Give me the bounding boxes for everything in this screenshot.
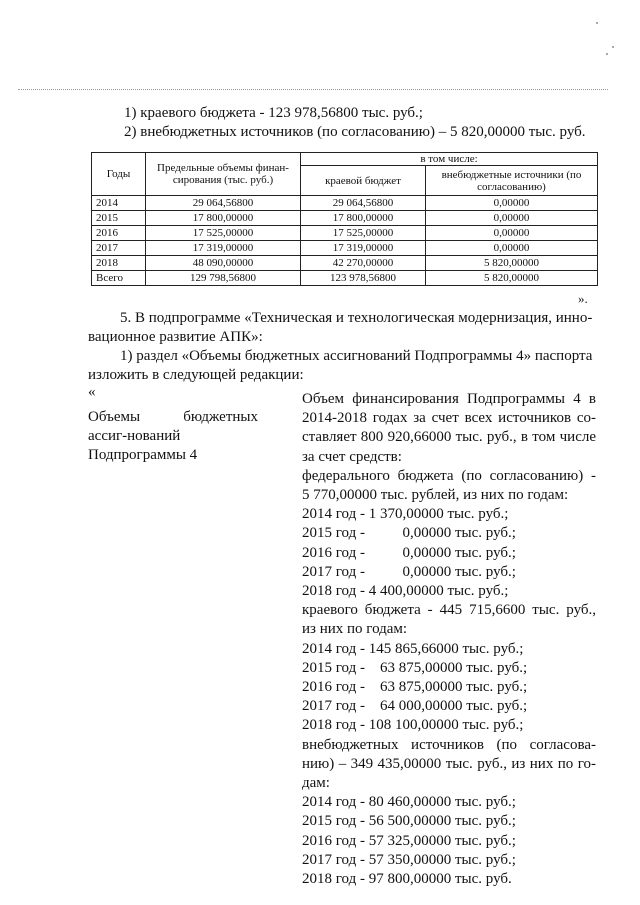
extra-heading-line: внебюджетных источников (по согласова- — [302, 736, 596, 753]
cell-regional: 42 270,00000 — [301, 256, 426, 271]
cell-year: 2018 — [92, 256, 146, 271]
federal-year-line: 2014 год - 1 370,00000 тыс. руб.; — [302, 506, 509, 523]
header-including: в том числе: — [301, 153, 598, 166]
header-total: Предельные объемы финан-сирования (тыс. руб.) — [146, 153, 301, 196]
extra-heading-line: дам: — [302, 775, 330, 792]
table-row-total — [92, 271, 598, 286]
scan-speck — [596, 22, 598, 24]
extra-year-line: 2018 год - 97 800,00000 тыс. руб. — [302, 871, 512, 888]
paragraph-5-line: вационное развитие АПК»: — [88, 329, 263, 345]
table-row — [92, 256, 598, 271]
passport-row-label: Объемы бюджетных ассиг-нований Подпрограммы 4 — [88, 409, 258, 463]
funding-intro-line: за счет средств: — [302, 448, 402, 465]
passport-row-value — [302, 390, 596, 889]
cell-year: 2016 — [92, 226, 146, 241]
scan-speck — [606, 53, 608, 55]
regional-year-line: 2016 год - 63 875,00000 тыс. руб.; — [302, 679, 528, 696]
opening-quote: « — [88, 384, 96, 400]
cell-total: 29 064,56800 — [146, 196, 301, 211]
federal-year-line: 2017 год - 0,00000 тыс. руб.; — [302, 563, 516, 580]
cell-total: 17 800,00000 — [146, 211, 301, 226]
federal-heading-line: 5 770,00000 тыс. рублей, из них по годам: — [302, 487, 569, 504]
extra-heading-line: нию) – 349 435,00000 тыс. руб., из них по го- — [302, 755, 596, 772]
paragraph-5-line: изложить в следующей редакции: — [88, 367, 304, 383]
budget-table — [91, 152, 598, 286]
regional-heading-line: из них по годам: — [302, 621, 408, 638]
scan-artifact-line — [18, 89, 608, 90]
cell-extra: 0,00000 — [426, 211, 598, 226]
cell-year: Всего — [92, 271, 146, 286]
extra-year-line: 2015 год - 56 500,00000 тыс. руб.; — [302, 813, 516, 830]
intro-line-extra: 2) внебюджетных источников (по согласованию) – 5 820,00000 тыс. руб. — [124, 124, 586, 140]
funding-intro-line: Объем финансирования Подпрограммы 4 в — [302, 391, 596, 407]
extra-year-line: 2016 год - 57 325,00000 тыс. руб.; — [302, 832, 516, 849]
cell-extra: 5 820,00000 — [426, 271, 598, 286]
federal-year-line: 2018 год - 4 400,00000 тыс. руб.; — [302, 583, 509, 600]
header-extra: внебюджетные источники (по согласованию) — [426, 166, 598, 196]
cell-regional: 17 800,00000 — [301, 211, 426, 226]
table-row — [92, 196, 598, 211]
cell-extra: 0,00000 — [426, 196, 598, 211]
extra-year-line: 2014 год - 80 460,00000 тыс. руб.; — [302, 794, 516, 811]
funding-intro-line: 2014-2018 годах за счет всех источников со- — [302, 410, 596, 427]
regional-year-line: 2018 год - 108 100,00000 тыс. руб.; — [302, 717, 524, 734]
regional-heading-line: краевого бюджета - 445 715,6600 тыс. руб., — [302, 602, 596, 619]
cell-extra: 0,00000 — [426, 241, 598, 256]
cell-year: 2017 — [92, 241, 146, 256]
cell-total: 17 319,00000 — [146, 241, 301, 256]
cell-regional: 17 525,00000 — [301, 226, 426, 241]
extra-year-line: 2017 год - 57 350,00000 тыс. руб.; — [302, 851, 516, 868]
header-regional: краевой бюджет — [301, 166, 426, 196]
paragraph-5-line: 5. В подпрограмме «Техническая и технологическая модернизация, инно- — [120, 310, 593, 326]
cell-total: 17 525,00000 — [146, 226, 301, 241]
cell-total: 48 090,00000 — [146, 256, 301, 271]
table-row — [92, 241, 598, 256]
cell-regional: 17 319,00000 — [301, 241, 426, 256]
cell-regional: 123 978,56800 — [301, 271, 426, 286]
federal-year-line: 2015 год - 0,00000 тыс. руб.; — [302, 525, 516, 542]
federal-heading-line: федерального бюджета (по согласованию) - — [302, 467, 596, 484]
regional-year-line: 2015 год - 63 875,00000 тыс. руб.; — [302, 659, 528, 676]
header-years: Годы — [92, 153, 146, 196]
cell-year: 2015 — [92, 211, 146, 226]
table-row — [92, 211, 598, 226]
scan-speck — [612, 46, 614, 48]
regional-year-line: 2017 год - 64 000,00000 тыс. руб.; — [302, 698, 528, 715]
table-row — [92, 226, 598, 241]
cell-total: 129 798,56800 — [146, 271, 301, 286]
regional-year-line: 2014 год - 145 865,66000 тыс. руб.; — [302, 640, 524, 657]
federal-year-line: 2016 год - 0,00000 тыс. руб.; — [302, 544, 516, 561]
closing-quote: ». — [578, 291, 588, 306]
cell-extra: 0,00000 — [426, 226, 598, 241]
cell-extra: 5 820,00000 — [426, 256, 598, 271]
paragraph-5-line: 1) раздел «Объемы бюджетных ассигнований Подпрограммы 4» паспорта — [120, 348, 593, 364]
cell-year: 2014 — [92, 196, 146, 211]
cell-regional: 29 064,56800 — [301, 196, 426, 211]
funding-intro-line: ставляет 800 920,66000 тыс. руб., в том числе — [302, 429, 596, 446]
intro-line-regional: 1) краевого бюджета - 123 978,56800 тыс. руб.; — [124, 105, 423, 121]
